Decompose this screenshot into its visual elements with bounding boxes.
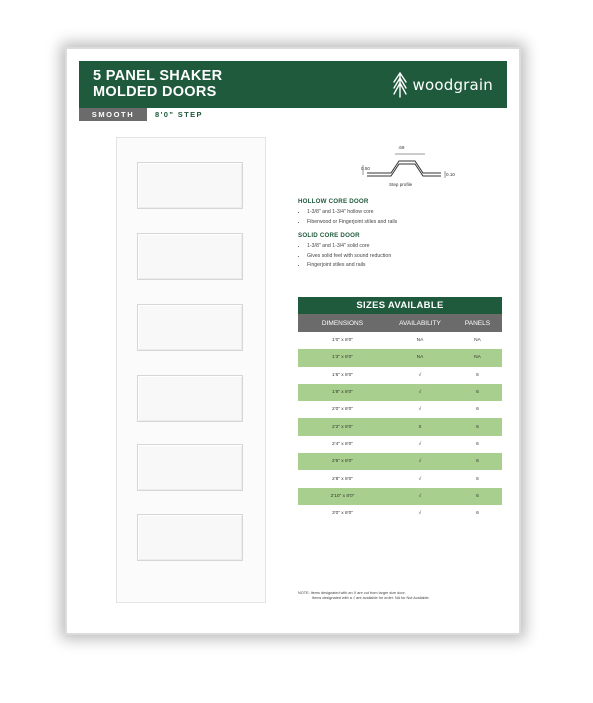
availability-cell: √ xyxy=(418,372,422,378)
panels-cell: 6 xyxy=(476,459,479,465)
finish-label: SMOOTH xyxy=(79,108,147,121)
panels-cell: NA xyxy=(474,355,481,361)
sub-header xyxy=(79,108,507,121)
solid-core-section xyxy=(298,232,498,271)
dimension-cell: 1'3" x 8'0" xyxy=(332,355,353,361)
tree-icon xyxy=(393,72,407,98)
table-row xyxy=(298,418,502,435)
panels-cell: NA xyxy=(474,338,481,344)
table-row xyxy=(298,367,502,384)
hollow-core-item: • 1-3/8" and 1-3/4" hollow core xyxy=(307,208,498,218)
footnote-line: NOTE: Items designated with an X are cut from larger size door. xyxy=(298,591,406,595)
profile-width-label: .69 xyxy=(398,145,405,150)
solid-core-item: • 1-3/8" and 1-3/4" solid core xyxy=(307,242,498,252)
page-title: 5 PANEL SHAKER MOLDED DOORS xyxy=(93,68,223,100)
availability-cell: √ xyxy=(418,390,422,396)
column-header: PANELS xyxy=(464,319,491,327)
door-panel xyxy=(137,444,243,491)
footnote-line: Items designated with a √ are available for order. NA for Not Available. xyxy=(312,596,430,600)
dimension-cell: 2'2" x 8'0" xyxy=(332,424,353,430)
dimension-cell: 1'8" x 8'0" xyxy=(332,390,353,396)
table-row xyxy=(298,332,502,349)
solid-core-item: • Gives solid feel with sound reduction xyxy=(307,252,498,262)
availability-cell: X xyxy=(418,424,422,430)
profile-left-label: 0.50 xyxy=(361,166,370,171)
availability-cell: √ xyxy=(418,459,422,465)
panels-cell: 6 xyxy=(476,493,479,499)
availability-cell: NA xyxy=(416,355,424,361)
logo-text: woodgrain xyxy=(412,76,493,94)
panels-cell: 6 xyxy=(476,476,479,482)
sizes-table xyxy=(298,297,502,522)
availability-cell: √ xyxy=(418,407,422,413)
height-label: 8'0" STEP xyxy=(155,110,203,119)
panels-cell: 6 xyxy=(476,424,479,430)
table-row xyxy=(298,401,502,418)
profile-right-label: 0.10 xyxy=(446,172,455,177)
availability-cell: √ xyxy=(418,511,422,517)
table-header xyxy=(298,314,502,332)
dimension-cell: 2'8" x 8'0" xyxy=(332,476,353,482)
door-panel xyxy=(137,514,243,561)
spec-sheet xyxy=(67,49,519,633)
door-image xyxy=(116,137,266,603)
column-header: DIMENSIONS xyxy=(321,319,364,327)
dimension-cell: 2'10" x 8'0" xyxy=(330,493,355,499)
panels-cell: 6 xyxy=(476,390,479,396)
hollow-core-item: • Fiberwood or Fingerjoint stiles and rails xyxy=(307,218,498,228)
dimension-cell: 1'0" x 8'0" xyxy=(332,338,353,344)
column-header: AVAILABILITY xyxy=(399,319,441,327)
table-row xyxy=(298,505,502,522)
dimension-cell: 1'6" x 8'0" xyxy=(332,372,353,378)
header-banner xyxy=(79,61,507,108)
table-row xyxy=(298,470,502,487)
availability-cell: NA xyxy=(416,338,424,344)
dimension-cell: 2'6" x 8'0" xyxy=(332,459,353,465)
table-row xyxy=(298,384,502,401)
solid-core-item: • Fingerjoint stiles and rails xyxy=(307,261,498,271)
panels-cell: 6 xyxy=(476,372,479,378)
door-panel xyxy=(137,375,243,422)
table-row xyxy=(298,488,502,505)
dimension-cell: 2'4" x 8'0" xyxy=(332,441,353,447)
availability-cell: √ xyxy=(418,476,422,482)
solid-core-heading: SOLID CORE DOOR xyxy=(298,232,360,239)
footnote xyxy=(298,591,508,601)
sizes-title: SIZES AVAILABLE xyxy=(298,297,502,314)
hollow-core-heading: HOLLOW CORE DOOR xyxy=(298,198,369,205)
door-panel xyxy=(137,304,243,351)
panels-cell: 6 xyxy=(476,407,479,413)
door-panel xyxy=(137,233,243,280)
table-row xyxy=(298,453,502,470)
table-row xyxy=(298,436,502,453)
hollow-core-section xyxy=(298,198,498,227)
panels-cell: 6 xyxy=(476,441,479,447)
panels-cell: 6 xyxy=(476,511,479,517)
dimension-cell: 3'0" x 8'0" xyxy=(332,511,353,517)
door-panel xyxy=(137,162,243,209)
profile-caption: Step profile xyxy=(389,182,413,187)
availability-cell: √ xyxy=(418,493,422,499)
table-row xyxy=(298,349,502,366)
woodgrain-logo xyxy=(393,72,494,98)
dimension-cell: 2'0" x 8'0" xyxy=(332,407,353,413)
availability-cell: √ xyxy=(418,441,422,447)
